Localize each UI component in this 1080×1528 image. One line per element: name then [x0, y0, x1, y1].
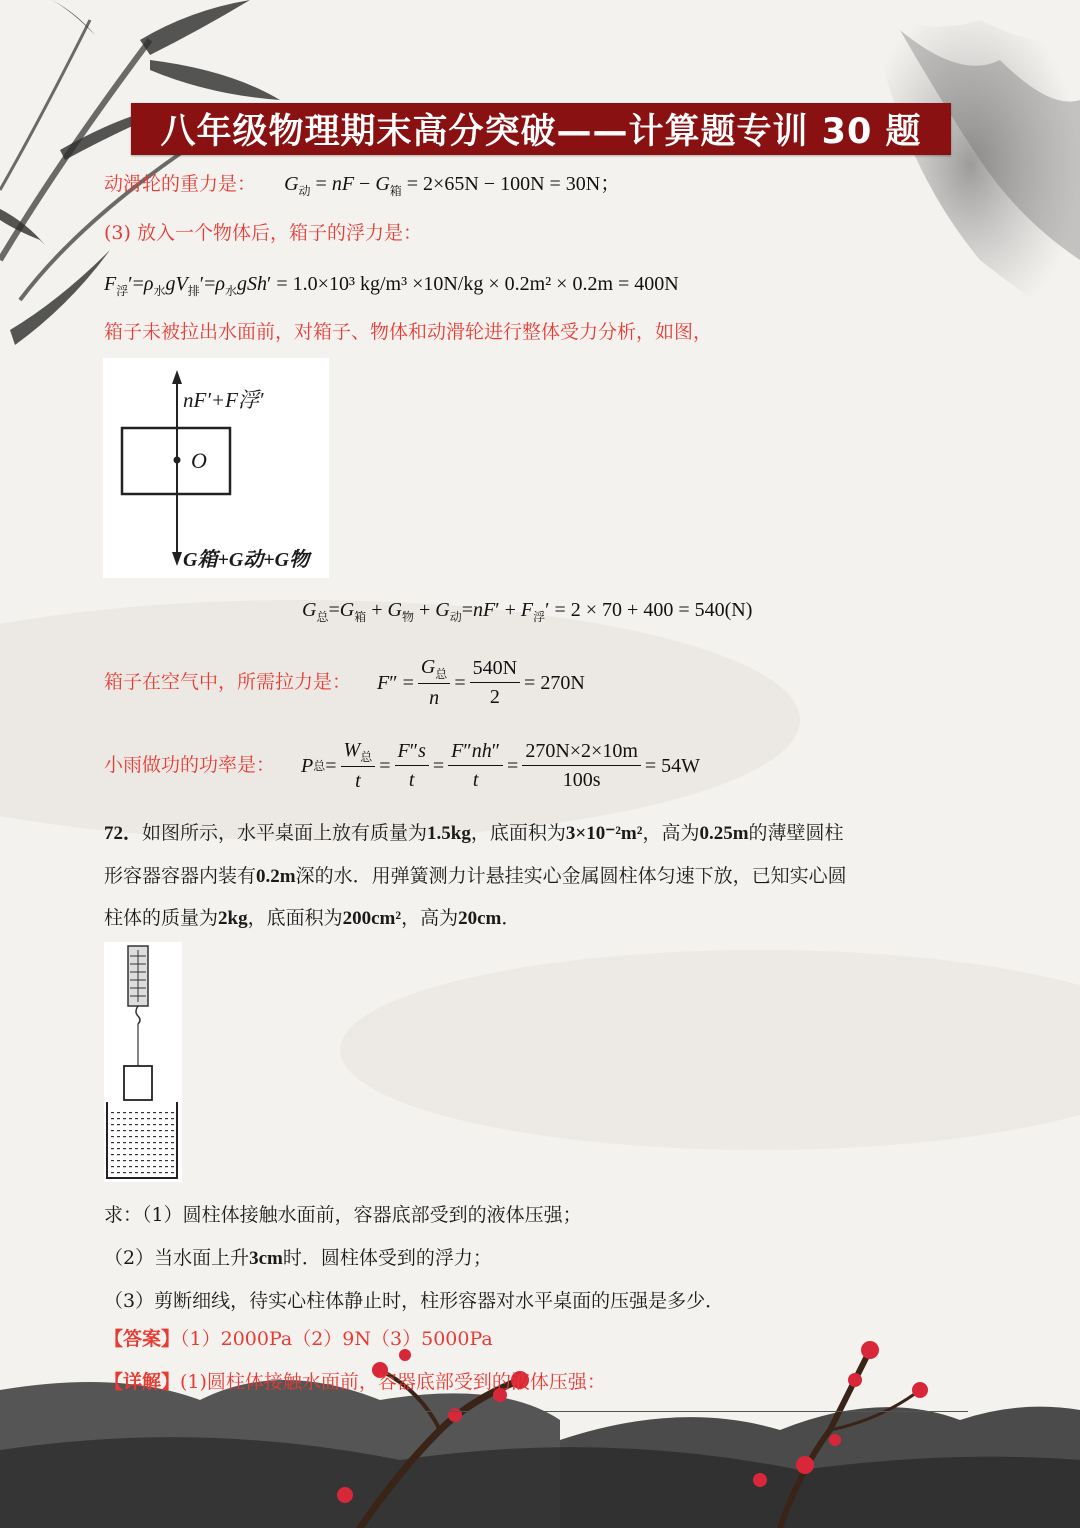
- problem-text: ，高为: [642, 822, 700, 844]
- water-depth: 0.2m: [256, 866, 296, 887]
- container-area: 3×10⁻²m²: [565, 823, 643, 844]
- problem-72-line-1: [104, 818, 844, 845]
- problem-text: 的薄壁圆柱: [748, 822, 844, 844]
- problem-72-line-3: [104, 903, 520, 930]
- power-result: = 54W: [644, 754, 701, 777]
- detail-line: [104, 1371, 606, 1394]
- air-force-denominator: 2: [489, 686, 500, 709]
- power-label: 小雨做功的功率是：: [104, 754, 276, 777]
- analysis-text: 箱子未被拉出水面前，对箱子、物体和动滑轮进行整体受力分析，如图，: [104, 321, 713, 343]
- force-diagram: [103, 358, 329, 578]
- container-mass: 1.5kg: [427, 823, 471, 844]
- answer-text: （1）2000Pa（2）9N（3）5000Pa: [180, 1328, 493, 1350]
- spring-scale-icon: [128, 946, 148, 1024]
- power-line: 小雨做功的功率是： P 总 = $\frac{W_总}{t}$ = $\frac{F''s}{t}$ = $\frac{F''nh''}{t}$ = $\frac{270N\times 2\times 10m}{100s}$ = 54W: [104, 739, 701, 793]
- center-point: [174, 457, 181, 464]
- power-numerator: 270N×2×10m: [522, 739, 641, 766]
- problem-number: 72．: [104, 823, 143, 844]
- water-body: [107, 1112, 177, 1178]
- divider-line: [104, 1411, 968, 1412]
- up-arrow-icon: [172, 370, 182, 384]
- center-label: O: [191, 448, 207, 473]
- power-denominator: 100s: [562, 769, 601, 792]
- water-rise: 3cm: [249, 1248, 283, 1269]
- problem-text: 柱体的质量为: [104, 907, 219, 929]
- container-height: 0.25m: [699, 823, 749, 844]
- answer-tag: 【答案】: [104, 1328, 181, 1350]
- pulley-weight-result: = 2×65N − 100N = 30N: [406, 173, 601, 195]
- air-force-result: = 270N: [524, 671, 585, 694]
- cylinder-mass: 2kg: [218, 908, 248, 929]
- buoyancy-result: = 1.0×10³ kg/m³ ×10N/kg × 0.2m² × 0.2m = 400N: [276, 273, 679, 295]
- question-1: 求：（1）圆柱体接触水面前，容器底部受到的液体压强；: [104, 1204, 582, 1226]
- problem-text: 深的水．用弹簧测力计悬挂实心金属圆柱体匀速下放，已知实心圆: [295, 865, 847, 887]
- problem-text: 形容器容器内装有: [104, 865, 257, 887]
- problem-text: 如图所示，水平桌面上放有质量为: [142, 822, 428, 844]
- down-arrow-icon: [172, 552, 182, 566]
- upward-force-label: nF′+F浮′: [183, 388, 264, 412]
- spring-scale-diagram: [104, 942, 182, 1182]
- question-text: （2）当水面上升: [104, 1247, 250, 1269]
- total-weight-result: = 2 × 70 + 400 = 540(N): [554, 599, 753, 621]
- pulley-weight-label: 动滑轮的重力是：: [104, 173, 257, 195]
- problem-text: ，底面积为: [470, 822, 566, 844]
- air-force-line: 箱子在空气中，所需拉力是： F ″ = $\frac{G_总}{n}$ = $\frac{540N}{2}$ = 270N: [104, 656, 585, 710]
- total-weight-formula: $G_总=G_箱 + G_物 + G_动=nF' + F_浮' = 2 \times 70 + 400 = 540(N)$: [302, 599, 753, 624]
- air-force-numerator: 540N: [470, 656, 520, 683]
- air-force-label: 箱子在空气中，所需拉力是：: [104, 671, 352, 694]
- pulley-weight-line: 动滑轮的重力是： $G_动$ = nF − $G_箱 = 2\times 65N - 100N = 30N$；: [104, 173, 621, 198]
- problem-72-line-2: [104, 861, 847, 888]
- question-3: （3）剪断细线，待实心柱体静止时，柱形容器对水平桌面的压强是多少．: [104, 1290, 725, 1312]
- question-2: [104, 1243, 492, 1270]
- detail-text: (1)圆柱体接触水面前，容器底部受到的液体压强：: [180, 1371, 606, 1393]
- metal-cylinder: [124, 1066, 152, 1100]
- cylinder-height: 20cm: [458, 908, 502, 929]
- detail-tag: 【详解】: [104, 1371, 181, 1393]
- part3-label: (3) 放入一个物体后，箱子的浮力是：: [104, 222, 422, 244]
- question-text: 时．圆柱体受到的浮力；: [282, 1247, 492, 1269]
- problem-text: ，底面积为: [247, 907, 343, 929]
- problem-text: ．: [501, 907, 521, 929]
- buoyancy-formula: $F_浮'=\rho_水gV_排'=\rho_水gSh' = 1.0\times 10^3$ kg/m³ ×10N/kg × 0.2m² × 0.2m = 400N: [104, 273, 679, 298]
- answer-line: [104, 1328, 493, 1351]
- problem-text: ，高为: [401, 907, 459, 929]
- cylinder-area: 200cm²: [342, 908, 402, 929]
- page-title: 八年级物理期末高分突破——计算题专训 30 题: [131, 103, 951, 155]
- downward-force-label: G箱+G动+G物: [183, 549, 310, 571]
